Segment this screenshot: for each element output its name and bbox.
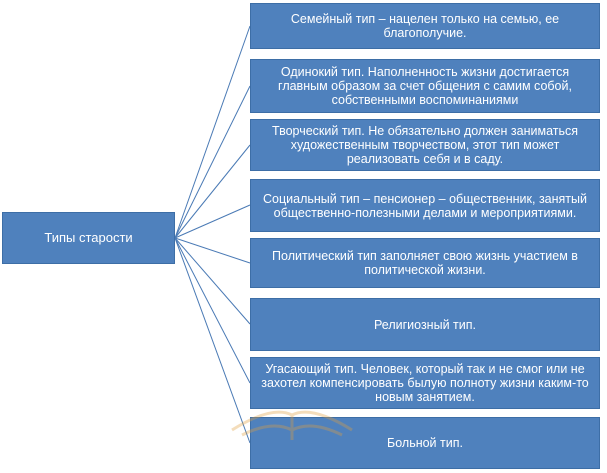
node-label: Одинокий тип. Наполненность жизни достигается главным образом за счет общения с самим собой, собственными воспоминаниями: [278, 65, 572, 107]
node-label: Семейный тип – нацелен только на семью, ее благополучие.: [290, 12, 560, 40]
connector-4: [175, 205, 250, 238]
node-label: Больной тип.: [387, 436, 463, 450]
connector-3: [175, 145, 250, 238]
node-label: Творческий тип. Не обязательно должен заниматься художественным творчеством, этот тип может реализовать себя и в саду.: [271, 124, 579, 166]
node-family-type: [250, 3, 600, 49]
node-label: Политический тип заполняет свою жизнь участием в политической жизни.: [272, 249, 578, 277]
node-social-type: [250, 179, 600, 232]
node-political-type: [250, 238, 600, 288]
node-lonely-type: [250, 59, 600, 113]
node-label: Религиозный тип.: [374, 317, 476, 332]
root-node: [2, 212, 175, 264]
node-religious-type: [250, 298, 600, 351]
node-label: Социальный тип – пенсионер – общественник, занятый общественно-полезными делами и мероприятиями.: [263, 191, 587, 220]
connector-1: [175, 26, 250, 238]
connector-2: [175, 86, 250, 238]
node-label: Угасающий тип. Человек, который так и не смог или не захотел компенсировать былую полноту жизни каким-то новым занятием.: [261, 362, 589, 404]
root-label: Типы старости: [44, 230, 133, 245]
node-creative-type: [250, 119, 600, 171]
watermark-book-icon: [212, 385, 372, 445]
